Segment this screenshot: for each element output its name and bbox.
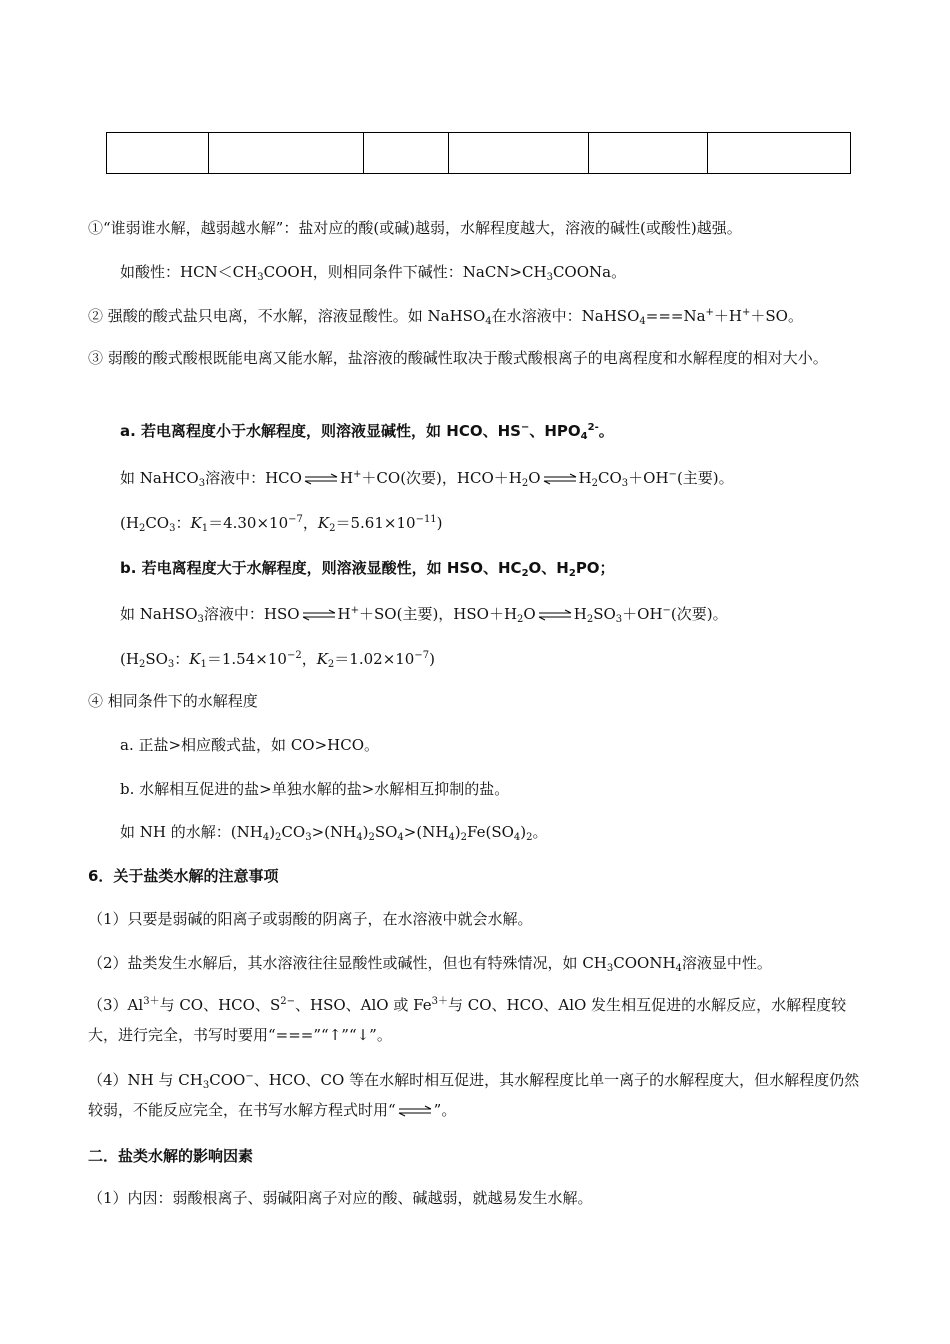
case-b-heading: b. 若电离程度大于水解程度，则溶液显酸性，如 HSO、$HC_2O$、$H_2PO$； [120, 559, 615, 579]
table-cell [708, 133, 851, 174]
rule-4-line: ④ 相同条件下的水解程度 [88, 692, 258, 710]
case-a-heading: a. 若电离程度小于水解程度，则溶液显碱性，如 HCO、HS−、$HPO_4^{2-}$。 [120, 422, 614, 442]
table-cell [449, 133, 589, 174]
note-4-paragraph: （4）NH 与 $CH_3COO^-$、HCO、CO 等在水解时相互促进，其水解程度比单一离子的水解程度大，但水解程度仍然较弱，不能反应完全，在书写水解方程式时用“ ”。 [88, 1071, 860, 1119]
data-table [106, 132, 851, 174]
section-6-heading: 6．关于盐类水解的注意事项 [88, 867, 279, 885]
rule-4a-line: a. 正盐>相应酸式盐，如 CO>HCO。 [120, 736, 380, 754]
rule-2-line: ② 强酸的酸式盐只电离，不水解，溶液显酸性。如 NaHSO$_4$在水溶液中：NaHSO$_4$===Na+＋H+＋SO。 [88, 307, 803, 327]
table-cell [589, 133, 708, 174]
nahco3-equation-line: 如 NaHCO$_3$溶液中：HCO H+＋CO(次要)，$HCO+H_2O$ $H_2CO_3+OH^-$(主要)。 [120, 469, 734, 489]
rule-4b-line: b. 水解相互促进的盐>单独水解的盐>水解相互抑制的盐。 [120, 780, 510, 798]
table-cell [364, 133, 449, 174]
equilibrium-arrow-icon [398, 1105, 432, 1117]
rule-3-paragraph: ③ 弱酸的酸式酸根既能电离又能水解，盐溶液的酸碱性取决于酸式酸根离子的电离程度和水解程度的相对大小。 [88, 349, 828, 367]
table-cell [107, 133, 209, 174]
h2so3-constants-line: ($H_2SO_3$：$K_1=1.54\times 10^{-2}$，$K_2=1.02\times 10^{-7}$) [120, 650, 435, 670]
factor-1-line: （1）内因：弱酸根离子、弱碱阳离子对应的酸、碱越弱，就越易发生水解。 [88, 1189, 593, 1207]
note-1-line: （1）只要是弱碱的阳离子或弱酸的阴离子，在水溶液中就会水解。 [88, 910, 533, 928]
rule-1-line: ①“谁弱谁水解，越弱越水解”：盐对应的酸(或碱)越弱，水解程度越大，溶液的碱性(或酸性)越强。 [88, 219, 742, 237]
acidity-example-line: 如酸性：$HCN<CH_3COOH$，则相同条件下碱性：$NaCN>CH_3COONa$。 [120, 263, 627, 283]
nahso3-equation-line: 如 NaHSO$_3$溶液中：HSO H+＋SO(主要)，$HSO+H_2O$ $H_2SO_3+OH^-$(次要)。 [120, 605, 728, 625]
h2co3-constants-line: ($H_2CO_3$：$K_1=4.30\times 10^{-7}$，$K_2=5.61\times 10^{-11}$) [120, 514, 443, 534]
equilibrium-arrow-icon [302, 609, 336, 621]
table-row [107, 133, 851, 174]
section-2-heading: 二．盐类水解的影响因素 [88, 1147, 254, 1165]
equilibrium-arrow-icon [543, 473, 577, 485]
equilibrium-arrow-icon [538, 609, 572, 621]
note-2-line: （2）盐类发生水解后，其水溶液往往显酸性或碱性，但也有特殊情况，如 $CH_3COONH_4$溶液显中性。 [88, 954, 772, 974]
note-3-paragraph: $(3)Al^{3+}$与 CO、HCO、$S^{2-}$、HSO、AlO 或 $Fe^{3+}$与 CO、HCO、AlO 发生相互促进的水解反应，水解程度较大，进行完全，书写时要用“===”“↑”“↓”。 [88, 996, 847, 1044]
table-cell [209, 133, 364, 174]
nh4-example-line: 如 NH 的水解：$(NH_4)_2CO_3>(NH_4)_2SO_4>(NH_4)_2Fe(SO_4)_2$。 [120, 823, 548, 843]
equilibrium-arrow-icon [304, 473, 338, 485]
